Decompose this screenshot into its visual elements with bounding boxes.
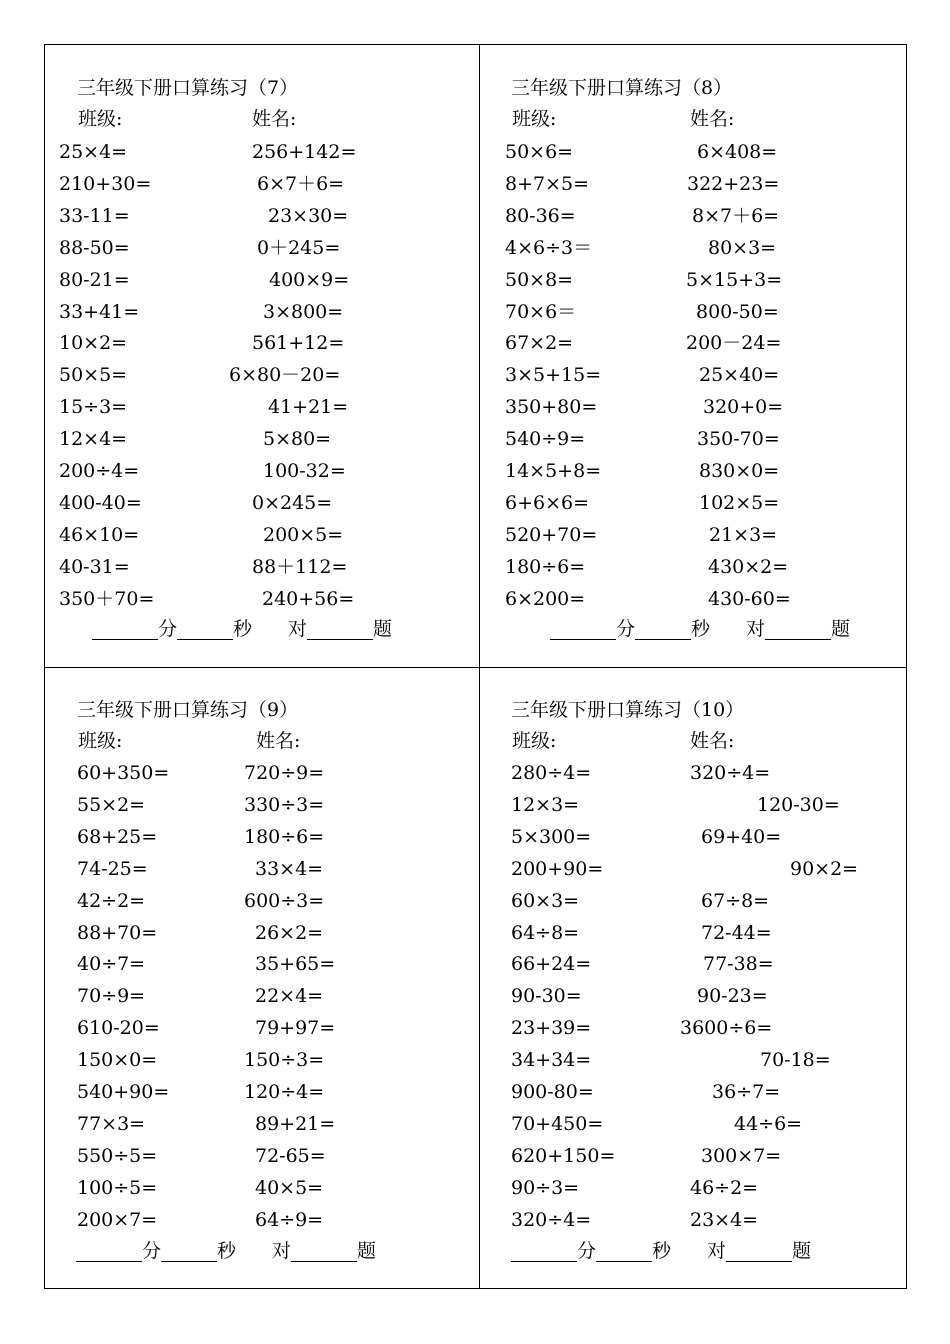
problem-right: 720÷9=: [244, 762, 325, 784]
problem-left: 68+25=: [77, 825, 158, 848]
problem-left: 3×5+15=: [505, 364, 602, 387]
problem-left: 12×4=: [59, 428, 128, 451]
problem-left: 100÷5=: [77, 1176, 158, 1199]
correct-label: 对: [288, 618, 308, 640]
problem-right: 80×3=: [708, 236, 777, 259]
problem-right: 256+142=: [252, 141, 357, 163]
problem-right: 23×30=: [268, 204, 349, 227]
problem-right: 70-18=: [760, 1049, 831, 1072]
problem-right: 40×5=: [255, 1176, 324, 1199]
panel-title: 三年级下册口算练习（9）: [77, 699, 299, 721]
problem-right: 72-65=: [255, 1144, 326, 1167]
correct-label: 对: [707, 1240, 727, 1262]
questions-label: 题: [792, 1240, 812, 1262]
minutes-blank: [550, 621, 616, 640]
problem-left: 200×7=: [77, 1208, 158, 1231]
problem-left: 610-20=: [77, 1017, 160, 1040]
problem-right: 200×5=: [263, 523, 344, 546]
problem-left: 67×2=: [505, 332, 574, 355]
problem-left: 70×6＝: [505, 300, 577, 323]
problem-left: 320÷4=: [511, 1208, 592, 1231]
problem-right: 21×3=: [709, 523, 778, 546]
problem-left: 210+30=: [59, 172, 152, 195]
problem-left: 60×3=: [511, 889, 580, 912]
problem-right: 3600÷6=: [680, 1017, 773, 1040]
problem-left: 14×5+8=: [505, 460, 602, 482]
panel-title: 三年级下册口算练习（10）: [511, 699, 745, 721]
minutes-label: 分: [158, 618, 178, 640]
problem-left: 40-31=: [59, 555, 130, 578]
seconds-label: 秒: [691, 618, 711, 640]
problem-left: 50×5=: [59, 364, 128, 387]
seconds-label: 秒: [217, 1240, 237, 1262]
seconds-blank: [596, 1243, 652, 1262]
score-line: [92, 618, 392, 640]
problem-right: 23×4=: [690, 1208, 759, 1231]
problem-right: 830×0=: [699, 460, 780, 482]
problem-right: 88＋112=: [252, 555, 348, 578]
problem-left: 40÷7=: [77, 953, 146, 976]
problem-right: 120-30=: [757, 793, 840, 816]
problem-right: 322+23=: [687, 172, 780, 195]
problem-right: 72-44=: [701, 921, 772, 944]
problem-left: 900-80=: [511, 1081, 594, 1103]
problem-left: 55×2=: [77, 793, 146, 816]
seconds-blank: [635, 621, 691, 640]
problem-left: 540+90=: [77, 1081, 170, 1103]
problem-left: 6×200=: [505, 587, 586, 610]
problem-right: 67÷8=: [701, 889, 770, 912]
problem-left: 64÷8=: [511, 921, 580, 944]
problem-left: 33+41=: [59, 300, 140, 323]
problem-left: 550÷5=: [77, 1144, 158, 1167]
horizontal-divider: [45, 667, 906, 668]
problem-right: 90-23=: [697, 985, 768, 1008]
problem-left: 6+6×6=: [505, 491, 590, 514]
score-line: [511, 1240, 811, 1262]
minutes-label: 分: [616, 618, 636, 640]
problem-right: 44÷6=: [734, 1112, 803, 1135]
problem-right: 25×40=: [699, 364, 780, 387]
seconds-blank: [161, 1243, 217, 1262]
problem-right: 430×2=: [708, 555, 789, 578]
problem-right: 800-50=: [696, 300, 779, 323]
problem-right: 102×5=: [699, 491, 780, 514]
problem-left: 88-50=: [59, 236, 130, 259]
problem-left: 25×4=: [59, 141, 128, 163]
problem-right: 600÷3=: [244, 889, 325, 912]
problem-left: 350＋70=: [59, 587, 155, 610]
panel-title: 三年级下册口算练习（7）: [77, 77, 299, 99]
problem-right: 180÷6=: [244, 825, 325, 848]
problem-left: 60+350=: [77, 762, 170, 784]
name-label: 姓名:: [690, 730, 735, 752]
problem-right: 26×2=: [255, 921, 324, 944]
class-label: 班级:: [78, 108, 123, 130]
problem-right: 79+97=: [255, 1017, 336, 1040]
problem-right: 300×7=: [701, 1144, 782, 1167]
problem-right: 46÷2=: [690, 1176, 759, 1199]
minutes-label: 分: [577, 1240, 597, 1262]
problem-left: 15÷3=: [59, 396, 128, 419]
problem-right: 320÷4=: [690, 762, 771, 784]
name-label: 姓名:: [256, 730, 301, 752]
problem-right: 6×408=: [697, 141, 778, 163]
problem-right: 5×15+3=: [686, 268, 783, 291]
problem-left: 80-21=: [59, 268, 130, 291]
problem-left: 50×6=: [505, 141, 574, 163]
problem-left: 400-40=: [59, 491, 142, 514]
problem-right: 240+56=: [262, 587, 355, 610]
class-label: 班级:: [512, 108, 557, 130]
problem-right: 200－24=: [686, 332, 782, 355]
problem-right: 41+21=: [268, 396, 349, 419]
problem-left: 10×2=: [59, 332, 128, 355]
problem-left: 46×10=: [59, 523, 140, 546]
problem-right: 6×7＋6=: [257, 172, 345, 195]
problem-right: 8×7＋6=: [692, 204, 780, 227]
problem-right: 0＋245=: [257, 236, 341, 259]
problem-right: 320+0=: [703, 396, 784, 419]
minutes-blank: [76, 1243, 142, 1262]
problem-right: 5×80=: [263, 428, 332, 451]
score-line: [76, 1240, 376, 1262]
problem-left: 34+34=: [511, 1049, 592, 1072]
problem-left: 70÷9=: [77, 985, 146, 1008]
problem-left: 350+80=: [505, 396, 598, 419]
correct-blank: [291, 1243, 357, 1262]
problem-left: 620+150=: [511, 1144, 616, 1167]
problem-left: 8+7×5=: [505, 172, 590, 195]
problem-left: 12×3=: [511, 793, 580, 816]
problem-right: 33×4=: [255, 857, 324, 880]
panel-title: 三年级下册口算练习（8）: [511, 77, 733, 99]
problem-right: 430-60=: [708, 587, 791, 610]
problem-right: 89+21=: [255, 1112, 336, 1135]
problem-right: 350-70=: [697, 428, 780, 451]
problem-right: 22×4=: [255, 985, 324, 1008]
minutes-label: 分: [142, 1240, 162, 1262]
questions-label: 题: [831, 618, 851, 640]
problem-left: 42÷2=: [77, 889, 146, 912]
minutes-blank: [92, 621, 158, 640]
problem-left: 33-11=: [59, 204, 130, 227]
problem-left: 200+90=: [511, 857, 604, 880]
questions-label: 题: [373, 618, 393, 640]
problem-left: 180÷6=: [505, 555, 586, 578]
problem-right: 90×2=: [790, 857, 859, 880]
problem-right: 330÷3=: [244, 793, 325, 816]
class-label: 班级:: [78, 730, 123, 752]
problem-left: 150×0=: [77, 1049, 158, 1072]
questions-label: 题: [357, 1240, 377, 1262]
problem-left: 80-36=: [505, 204, 576, 227]
problem-left: 50×8=: [505, 268, 574, 291]
problem-right: 120÷4=: [244, 1081, 325, 1103]
problem-right: 6×80－20=: [229, 364, 341, 387]
problem-left: 90÷3=: [511, 1176, 580, 1199]
problem-left: 74-25=: [77, 857, 148, 880]
problem-right: 64÷9=: [255, 1208, 324, 1231]
name-label: 姓名:: [252, 108, 297, 130]
problem-left: 4×6÷3＝: [505, 236, 593, 259]
problem-right: 35+65=: [255, 953, 336, 976]
problem-left: 200÷4=: [59, 460, 140, 482]
problem-right: 100-32=: [263, 460, 346, 482]
seconds-label: 秒: [652, 1240, 672, 1262]
problem-left: 540÷9=: [505, 428, 586, 451]
minutes-blank: [511, 1243, 577, 1262]
problem-right: 561+12=: [252, 332, 345, 355]
problem-left: 66+24=: [511, 953, 592, 976]
correct-blank: [765, 621, 831, 640]
problem-left: 280÷4=: [511, 762, 592, 784]
problem-right: 0×245=: [252, 491, 333, 514]
seconds-label: 秒: [233, 618, 253, 640]
correct-label: 对: [746, 618, 766, 640]
problem-right: 150÷3=: [244, 1049, 325, 1072]
name-label: 姓名:: [690, 108, 735, 130]
class-label: 班级:: [512, 730, 557, 752]
problem-right: 69+40=: [701, 825, 782, 848]
problem-right: 400×9=: [269, 268, 350, 291]
problem-right: 3×800=: [263, 300, 344, 323]
problem-left: 70+450=: [511, 1112, 604, 1135]
problem-left: 520+70=: [505, 523, 598, 546]
correct-blank: [307, 621, 373, 640]
correct-label: 对: [272, 1240, 292, 1262]
correct-blank: [726, 1243, 792, 1262]
score-line: [550, 618, 850, 640]
problem-left: 5×300=: [511, 825, 592, 848]
problem-left: 90-30=: [511, 985, 582, 1008]
problem-left: 77×3=: [77, 1112, 146, 1135]
seconds-blank: [177, 621, 233, 640]
problem-left: 88+70=: [77, 921, 158, 944]
problem-right: 36÷7=: [712, 1081, 781, 1103]
problem-right: 77-38=: [703, 953, 774, 976]
problem-left: 23+39=: [511, 1017, 592, 1040]
